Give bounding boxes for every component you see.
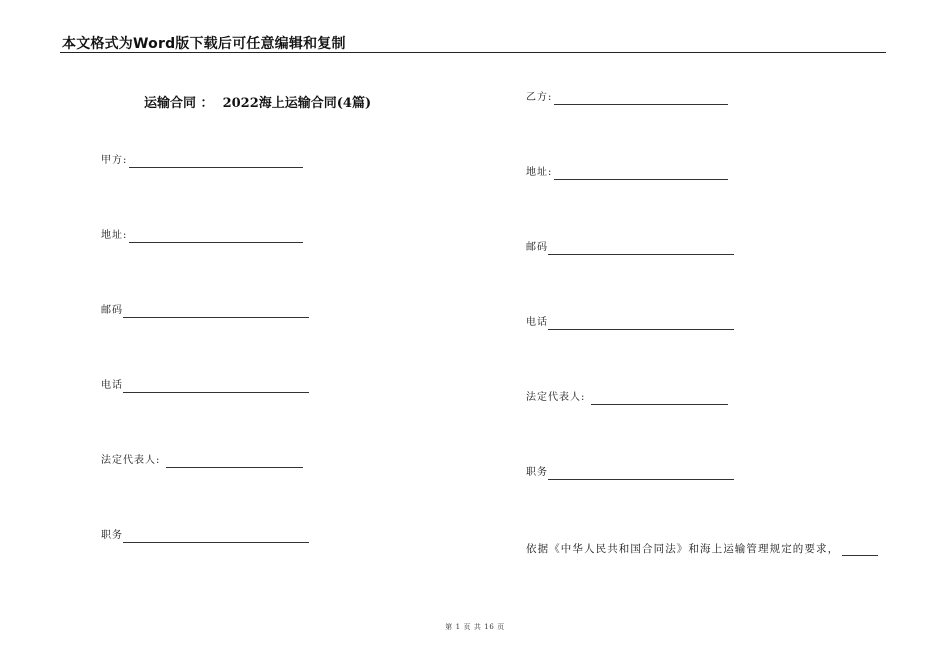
blank-line (554, 168, 728, 180)
field-label: 甲方: (101, 155, 128, 166)
blank-line (554, 93, 728, 105)
field-label: 地址: (526, 167, 553, 178)
blank-line (123, 306, 309, 318)
field-phone-b (526, 316, 734, 330)
field-label: 邮码 (101, 305, 123, 316)
field-address-b (526, 166, 728, 180)
field-party-b (526, 91, 728, 105)
field-label: 职务 (101, 530, 123, 541)
field-postcode-a (101, 304, 309, 318)
field-address-a (101, 229, 303, 243)
blank-line (129, 156, 303, 168)
contract-paragraph (526, 541, 878, 556)
document-title: 运输合同 ： 2022海上运输合同(4篇) (144, 96, 372, 111)
page-number: 第 1 页 共 16 页 (445, 623, 505, 631)
field-postcode-b (526, 241, 734, 255)
blank-line (123, 381, 309, 393)
field-party-a (101, 154, 303, 168)
blank-line (548, 243, 734, 255)
field-position-a (101, 529, 309, 543)
field-label: 电话 (101, 380, 123, 391)
blank-line (842, 544, 878, 556)
field-label: 乙方: (526, 92, 553, 103)
blank-line (129, 231, 303, 243)
field-label: 职务 (526, 467, 548, 478)
blank-line (548, 468, 734, 480)
field-legal-rep-a (101, 454, 303, 468)
page-header: 本文格式为Word版下载后可任意编辑和复制 (62, 36, 346, 52)
field-legal-rep-b (526, 391, 728, 405)
blank-line (591, 393, 728, 405)
header-divider (60, 52, 886, 53)
field-position-b (526, 466, 734, 480)
field-phone-a (101, 379, 309, 393)
field-label: 邮码 (526, 242, 548, 253)
blank-line (166, 456, 303, 468)
paragraph-text: 依据《中华人民共和国合同法》和海上运输管理规定的要求， (526, 543, 840, 555)
blank-line (123, 531, 309, 543)
field-label: 地址: (101, 230, 128, 241)
field-label: 法定代表人: (101, 455, 161, 466)
blank-line (548, 318, 734, 330)
field-label: 法定代表人: (526, 392, 586, 403)
field-label: 电话 (526, 317, 548, 328)
